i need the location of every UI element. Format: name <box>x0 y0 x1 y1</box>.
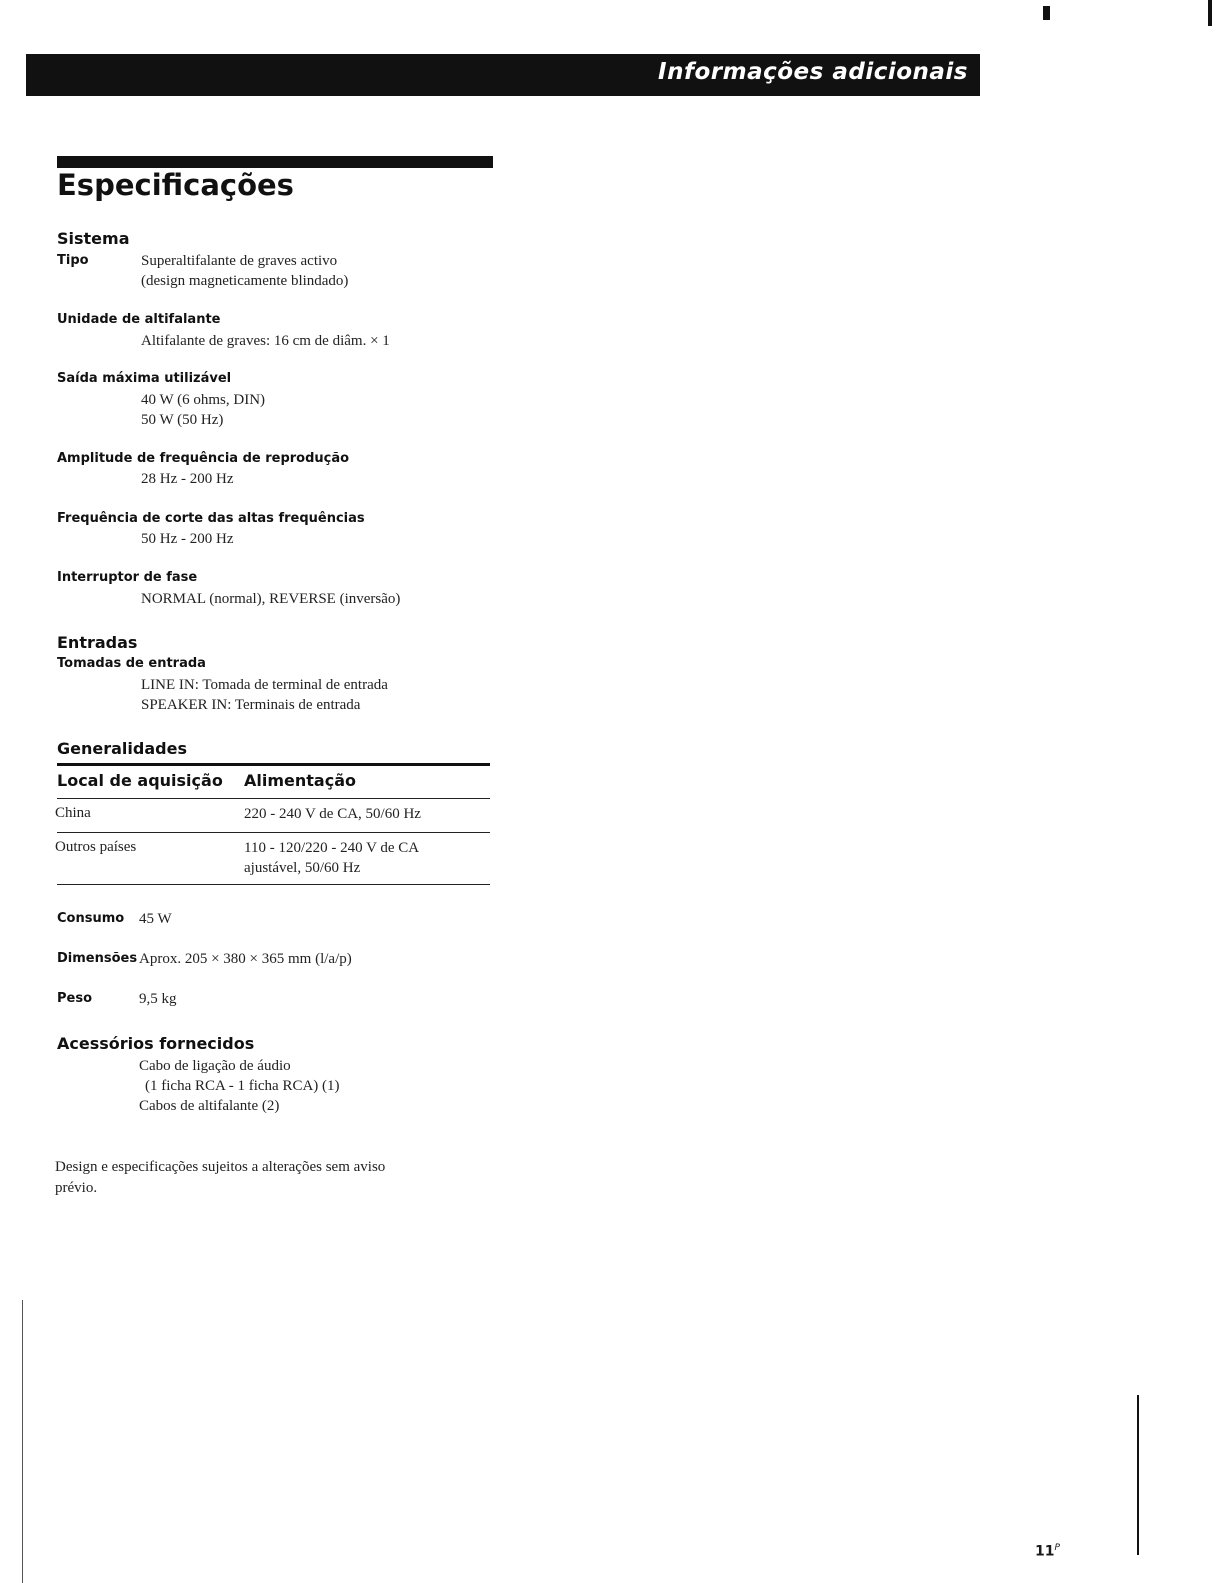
value-line: 40 W (6 ohms, DIN) <box>141 392 266 408</box>
label-saida: Saída máxima utilizável <box>57 371 232 386</box>
value-acessorios <box>139 1056 340 1116</box>
label-tomadas: Tomadas de entrada <box>57 656 206 671</box>
value-line: LINE IN: Tomada de terminal de entrada <box>141 677 388 693</box>
value-dimensoes: Aprox. 205 × 380 × 365 mm (l/a/p) <box>139 951 352 967</box>
label-fase: Interruptor de fase <box>57 570 198 585</box>
label-tipo: Tipo <box>57 253 89 268</box>
page-number-value: 11 <box>1035 1543 1055 1560</box>
table-header-rule <box>57 798 490 799</box>
header-title: Informações adicionais <box>658 59 968 85</box>
value-fase: NORMAL (normal), REVERSE (inversão) <box>141 591 401 607</box>
header-bar <box>26 54 980 96</box>
section-generalidades: Generalidades <box>57 739 187 758</box>
table-cell-power <box>244 838 419 878</box>
label-unidade: Unidade de altifalante <box>57 312 221 327</box>
value-line: Superaltifalante de graves activo <box>141 253 338 269</box>
section-acessorios: Acessórios fornecidos <box>57 1034 255 1053</box>
footnote-line: Design e especificações sujeitos a alterações sem aviso <box>55 1159 386 1175</box>
section-sistema: Sistema <box>57 229 130 248</box>
page-title: Especificações <box>57 168 294 202</box>
value-line: 50 W (50 Hz) <box>141 412 224 428</box>
table-row-rule <box>57 832 490 833</box>
value-tomadas <box>141 675 388 715</box>
value-line: (1 ficha RCA - 1 ficha RCA) (1) <box>145 1078 340 1094</box>
scan-mark <box>1208 0 1212 26</box>
table-cell-local: Outros países <box>55 839 137 855</box>
margin-line <box>22 1300 23 1583</box>
page-number-suffix: P <box>1054 1543 1060 1553</box>
value-consumo: 45 W <box>139 911 172 927</box>
value-amplitude: 28 Hz - 200 Hz <box>141 471 234 487</box>
value-saida <box>141 390 265 430</box>
section-entradas: Entradas <box>57 633 138 652</box>
value-unidade: Altifalante de graves: 16 cm de diâm. × 1 <box>141 333 390 349</box>
value-line: Cabos de altifalante (2) <box>139 1098 280 1114</box>
label-consumo: Consumo <box>57 911 125 926</box>
label-dimensoes: Dimensões <box>57 951 138 966</box>
scan-mark <box>1043 6 1050 20</box>
value-line: ajustável, 50/60 Hz <box>244 860 361 876</box>
table-bottom-rule <box>57 884 490 885</box>
table-header-power: Alimentação <box>244 771 356 790</box>
footnote-line: prévio. <box>55 1180 98 1196</box>
value-line: 110 - 120/220 - 240 V de CA <box>244 840 420 856</box>
value-peso: 9,5 kg <box>139 991 177 1007</box>
footnote <box>55 1157 385 1199</box>
value-line: SPEAKER IN: Terminais de entrada <box>141 697 361 713</box>
table-cell-power: 220 - 240 V de CA, 50/60 Hz <box>244 806 421 822</box>
table-cell-local: China <box>55 805 91 821</box>
page-number <box>1035 1543 1060 1560</box>
label-amplitude: Amplitude de frequência de reprodução <box>57 451 350 466</box>
label-corte: Frequência de corte das altas frequências <box>57 511 365 526</box>
table-header-local: Local de aquisição <box>57 771 223 790</box>
value-line: Cabo de ligação de áudio <box>139 1058 291 1074</box>
value-corte: 50 Hz - 200 Hz <box>141 531 234 547</box>
table-top-rule <box>57 763 490 766</box>
value-tipo <box>141 251 348 291</box>
value-line: (design magneticamente blindado) <box>141 273 349 289</box>
margin-line <box>1137 1395 1139 1555</box>
title-rule <box>57 156 493 168</box>
label-peso: Peso <box>57 991 93 1006</box>
